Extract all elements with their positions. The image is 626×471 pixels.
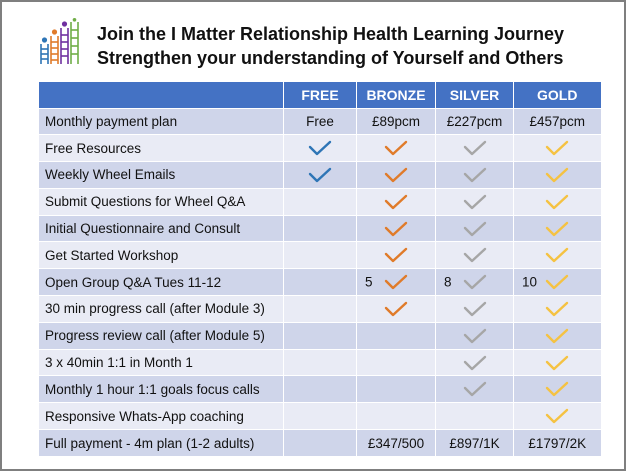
table-row <box>39 430 601 457</box>
feature-label-text: 30 min progress call (after Module 3) <box>45 301 265 317</box>
feature-label <box>39 108 284 135</box>
cell-gold <box>514 430 601 457</box>
feature-label <box>39 242 284 269</box>
feature-label-text: Full payment - 4m plan (1-2 adults) <box>45 435 255 451</box>
cell-bronze <box>357 162 436 189</box>
feature-label-text: Progress review call (after Module 5) <box>45 328 265 344</box>
cell-free <box>284 162 357 189</box>
table-row <box>39 215 601 242</box>
checkmark-icon <box>462 273 488 291</box>
cell-free <box>284 188 357 215</box>
cell-bronze <box>357 349 436 376</box>
feature-label-text: Monthly 1 hour 1:1 goals focus calls <box>45 381 260 397</box>
checkmark-icon <box>544 220 570 238</box>
cell-gold <box>514 242 601 269</box>
cell-value: £347/500 <box>367 435 425 451</box>
cell-silver <box>436 322 514 349</box>
cell-silver <box>436 349 514 376</box>
checkmark-icon <box>462 220 488 238</box>
cell-gold <box>514 215 601 242</box>
ladder-people-logo-icon <box>38 18 80 66</box>
checkmark-icon <box>383 300 409 318</box>
cell-silver <box>436 188 514 215</box>
cell-silver <box>436 135 514 162</box>
cell-gold <box>514 322 601 349</box>
feature-label <box>39 403 284 430</box>
cell-bronze <box>357 135 436 162</box>
checkmark-icon <box>383 273 409 291</box>
pricing-table <box>38 82 601 456</box>
table-row <box>39 108 601 135</box>
cell-bronze <box>357 188 436 215</box>
cell-bronze <box>357 269 436 296</box>
table-row <box>39 135 601 162</box>
cell-bronze <box>357 242 436 269</box>
title-line-1: Join the I Matter Relationship Health Learning Journey <box>97 24 565 44</box>
table-row <box>39 188 601 215</box>
feature-label <box>39 215 284 242</box>
cell-silver <box>436 430 514 457</box>
column-header-bronze: BRONZE <box>357 82 436 108</box>
cell-silver <box>436 242 514 269</box>
feature-label-text: Get Started Workshop <box>45 247 179 263</box>
cell-silver <box>436 269 514 296</box>
checkmark-icon <box>307 166 333 184</box>
checkmark-icon <box>383 193 409 211</box>
table-row <box>39 376 601 403</box>
cell-free <box>284 296 357 323</box>
checkmark-icon <box>383 139 409 157</box>
checkmark-icon <box>544 193 570 211</box>
column-header-feature <box>39 82 284 108</box>
cell-free <box>284 430 357 457</box>
cell-silver <box>436 108 514 135</box>
feature-label-text: Weekly Wheel Emails <box>45 167 176 183</box>
feature-label <box>39 349 284 376</box>
cell-value: £1797/2K <box>528 435 587 451</box>
cell-value: £457pcm <box>529 113 586 129</box>
cell-gold <box>514 349 601 376</box>
checkmark-icon <box>462 246 488 264</box>
checkmark-icon <box>383 166 409 184</box>
checkmark-icon <box>462 380 488 398</box>
table-row <box>39 242 601 269</box>
feature-label <box>39 430 284 457</box>
cell-silver <box>436 162 514 189</box>
checkmark-icon <box>544 139 570 157</box>
cell-value: £897/1K <box>449 435 500 451</box>
cell-bronze <box>357 430 436 457</box>
feature-label-text: 3 x 40min 1:1 in Month 1 <box>45 355 193 371</box>
cell-bronze <box>357 215 436 242</box>
feature-label <box>39 188 284 215</box>
column-header-free: FREE <box>284 82 357 108</box>
table-row <box>39 349 601 376</box>
checkmark-icon <box>544 246 570 264</box>
cell-silver <box>436 403 514 430</box>
cell-gold <box>514 108 601 135</box>
feature-label-text: Submit Questions for Wheel Q&A <box>45 194 246 210</box>
feature-label-text: Open Group Q&A Tues 11-12 <box>45 274 222 290</box>
table-body <box>39 108 601 456</box>
cell-value: £89pcm <box>371 113 421 129</box>
cell-bronze <box>357 108 436 135</box>
checkmark-icon <box>462 193 488 211</box>
table-row <box>39 162 601 189</box>
cell-bronze <box>357 403 436 430</box>
cell-gold <box>514 188 601 215</box>
table-row <box>39 269 601 296</box>
cell-bronze <box>357 376 436 403</box>
feature-label <box>39 322 284 349</box>
cell-gold <box>514 162 601 189</box>
table-row <box>39 322 601 349</box>
session-count: 10 <box>522 274 538 290</box>
checkmark-icon <box>307 139 333 157</box>
cell-value: Free <box>306 113 334 129</box>
cell-free <box>284 376 357 403</box>
cell-free <box>284 322 357 349</box>
session-count: 5 <box>365 274 373 290</box>
cell-gold <box>514 135 601 162</box>
cell-gold <box>514 269 601 296</box>
cell-free <box>284 215 357 242</box>
feature-label <box>39 296 284 323</box>
checkmark-icon <box>544 354 570 372</box>
cell-silver <box>436 296 514 323</box>
checkmark-icon <box>383 246 409 264</box>
feature-label-text: Monthly payment plan <box>45 113 178 129</box>
feature-label-text: Responsive Whats-App coaching <box>45 408 244 424</box>
table-header-row <box>39 82 601 108</box>
page-title <box>97 22 617 70</box>
cell-value: £227pcm <box>446 113 503 129</box>
checkmark-icon <box>544 380 570 398</box>
column-header-silver: SILVER <box>436 82 514 108</box>
checkmark-icon <box>544 273 570 291</box>
feature-label-text: Initial Questionnaire and Consult <box>45 221 241 237</box>
checkmark-icon <box>544 166 570 184</box>
table-row <box>39 296 601 323</box>
cell-free <box>284 403 357 430</box>
cell-free <box>284 349 357 376</box>
checkmark-icon <box>462 354 488 372</box>
cell-gold <box>514 296 601 323</box>
session-count: 8 <box>444 274 452 290</box>
checkmark-icon <box>462 300 488 318</box>
cell-free <box>284 135 357 162</box>
cell-free <box>284 269 357 296</box>
feature-label <box>39 162 284 189</box>
cell-silver <box>436 215 514 242</box>
title-line-2: Strengthen your understanding of Yourself and Others <box>97 48 564 68</box>
checkmark-icon <box>544 300 570 318</box>
cell-bronze <box>357 322 436 349</box>
feature-label-text: Free Resources <box>45 140 142 156</box>
cell-silver <box>436 376 514 403</box>
feature-label <box>39 135 284 162</box>
feature-label <box>39 376 284 403</box>
cell-free <box>284 242 357 269</box>
checkmark-icon <box>462 327 488 345</box>
cell-bronze <box>357 296 436 323</box>
cell-gold <box>514 376 601 403</box>
cell-gold <box>514 403 601 430</box>
checkmark-icon <box>383 220 409 238</box>
checkmark-icon <box>544 327 570 345</box>
checkmark-icon <box>462 139 488 157</box>
cell-free <box>284 108 357 135</box>
feature-label <box>39 269 284 296</box>
table-row <box>39 403 601 430</box>
checkmark-icon <box>544 407 570 425</box>
checkmark-icon <box>462 166 488 184</box>
column-header-gold: GOLD <box>514 82 601 108</box>
